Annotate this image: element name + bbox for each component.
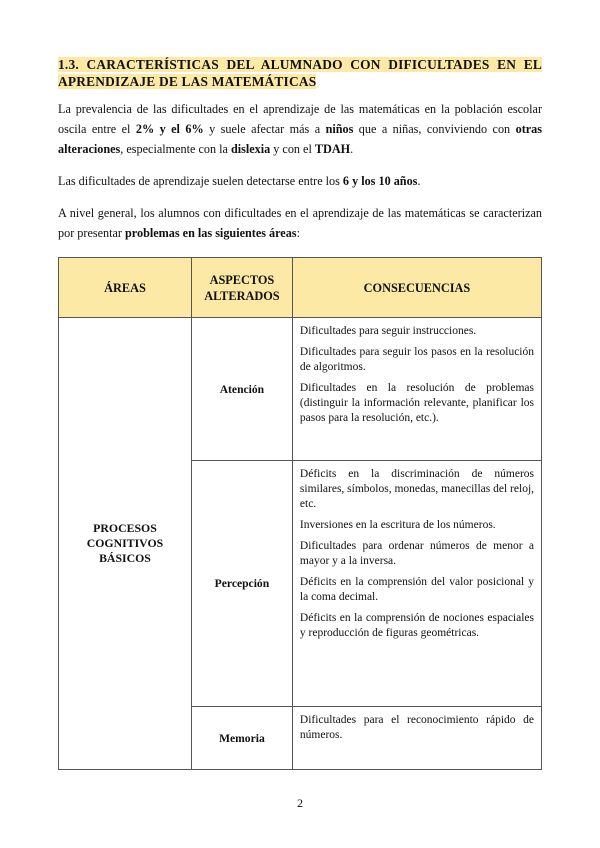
page-number: 2	[297, 796, 303, 810]
heading-line-1: 1.3. CARACTERÍSTICAS DEL ALUMNADO CON DIFICULTADES EN EL	[58, 57, 542, 72]
paragraph-prevalence	[58, 99, 542, 159]
difficulties-table	[58, 257, 542, 770]
heading-line-2: APRENDIZAJE DE LAS MATEMÁTICAS	[58, 74, 317, 89]
consequence-item: Dificultades para ordenar números de menor a mayor y a la inversa.	[299, 540, 534, 567]
bold-text: 6 y los 10 años	[342, 174, 418, 188]
area-cell	[59, 318, 192, 770]
text: , especialmente con la	[120, 142, 231, 156]
consequence-item: Déficits en la comprensión del valor posicional y la coma decimal.	[299, 576, 534, 603]
consequences-cell	[292, 461, 541, 707]
bold-text: dislexia	[230, 142, 271, 156]
consequences-cell	[292, 707, 541, 770]
table-row	[59, 318, 542, 461]
text: Las dificultades de aprendizaje suelen detectarse entre los	[58, 174, 343, 188]
header-consecuencias: CONSECUENCIAS	[292, 258, 541, 318]
bold-text: niños	[325, 122, 354, 136]
consequence-item: Inversiones en la escritura de los números.	[299, 519, 496, 531]
text: que a niñas, conviviendo con	[353, 122, 516, 136]
text: :	[296, 226, 300, 240]
section-heading	[58, 56, 542, 90]
header-aspectos: ASPECTOS ALTERADOS	[191, 258, 292, 318]
table-header-row	[59, 258, 542, 318]
consequences-cell	[292, 318, 541, 461]
text: y suele afectar más a	[203, 122, 326, 136]
header-areas: ÁREAS	[59, 258, 192, 318]
bold-text: TDAH	[314, 142, 351, 156]
bold-text: 2% y el 6%	[135, 122, 204, 136]
text: y con el	[270, 142, 315, 156]
text: La prevalencia de las dificultades en el aprendizaje de las matemáticas en la población escolar oscila entre el	[58, 102, 542, 136]
text: .	[350, 142, 354, 156]
text: A nivel general, los alumnos con dificultades en el aprendizaje de las matemáticas se caracterizan por presentar	[58, 206, 542, 240]
paragraph-areas-intro	[58, 203, 542, 243]
consequence-item: Dificultades en la resolución de problemas (distinguir la información relevante, planificar los pasos para la resolución, etc.).	[299, 382, 534, 424]
area-label: PROCESOS COGNITIVOS BÁSICOS	[86, 521, 164, 565]
paragraph-detection	[58, 171, 542, 191]
consequence-item: Dificultades para seguir los pasos en la resolución de algoritmos.	[299, 346, 534, 373]
consequence-item: Dificultades para seguir instrucciones.	[299, 325, 477, 337]
consequence-item: Dificultades para el reconocimiento rápido de números.	[299, 714, 534, 741]
aspect-cell: Memoria	[191, 707, 292, 770]
aspect-cell: Percepción	[191, 461, 292, 707]
page-content	[58, 56, 542, 243]
bold-text: problemas en las siguientes áreas	[125, 226, 297, 240]
consequence-item: Déficits en la discriminación de números similares, símbolos, monedas, manecillas del reloj, etc.	[299, 468, 535, 510]
bold-text: otras alteraciones	[58, 122, 542, 156]
aspect-cell: Atención	[191, 318, 292, 461]
text: .	[417, 174, 421, 188]
consequence-item: Déficits en la comprensión de nociones espaciales y reproducción de figuras geométricas.	[299, 612, 534, 639]
